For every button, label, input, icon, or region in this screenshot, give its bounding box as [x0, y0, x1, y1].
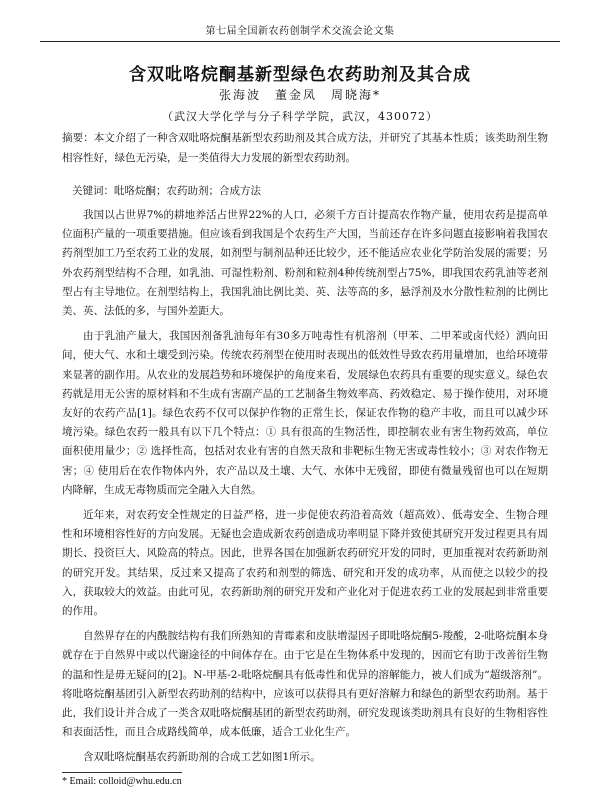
- footnote-divider: [62, 772, 182, 773]
- paragraph: 自然界存在的内酰胺结构有我们所熟知的青霉素和皮肤增湿因子即吡咯烷酮5-羧酸，2-吡咯烷酮本身就存在于自然界中或以代谢途径的中间体存在。由于它是在生物体系中发现的，因而它有助于改善衍生物的温和性是毋无疑问的[2]。N-甲基-2-吡咯烷酮具有低毒性和优异的溶解能力，被人们成为“超级溶剂”。将吡咯烷酮基团引入新型农药助剂的结构中，应该可以获得具有更好溶解力和绿色的新型农药助剂。基于此，我们设计并合成了一类含双吡咯烷酮基团的新型农药助剂，研究发现该类助剂具有良好的生物相容性和表面活性，而且合成路线简单，成本低廉，适合工业化生产。: [62, 630, 548, 739]
- paragraph: 近年来，对农药安全性规定的日益严格，进一步促使农药沿着高效（超高效）、低毒安全、生物合理性和环境相容性好的方向发展。无疑也会造成新农药创造成功率明显下降并致使其研究开发过程更具有周期长、投资巨大、风险高的特点。因此，世界各国在加强新农药研究开发的同时，更加重视对农药新助剂的研究开发。其结果，反过来又提高了农药和剂型的筛选、研究和开发的成功率，从而使之以较少的投入，获取较大的效益。由此可见，农药新助剂的研究开发和产业化对于促进农药工业的发展起到非常重要的作用。: [62, 509, 548, 618]
- keywords: 关键词：吡咯烷酮；农药助剂；合成方法: [72, 185, 261, 197]
- paragraph: 由于乳油产量大，我国因剂备乳油每年有30多万吨毒性有机溶剂（甲苯、二甲苯或卤代烃）洒向田间，使大气、水和土壤受到污染。传统农药剂型在使用时表现出的低效性导致农药用量增加，也给环境带来显著的副作用。从农业的发展趋势和环境保护的角度来看，发展绿色农药具有重要的现实意义。绿色农药就是用无公害的原材料和不生成有害副产品的工艺制备生物效率高、药效稳定、易于操作使用，对环境友好的农药产品[1]。绿色农药不仅可以保护作物的正常生长，保证农作物的稳产丰收，而且可以减少环境污染。绿色农药一般具有以下几个特点：① 具有很高的生物活性，即控制农业有害生物药效高，单位面积使用量少；② 选择性高，包括对农业有害的自然天敌和非靶标生物无害或毒性较小；③ 对农作物无害；④ 使用后在农作物体内外，农产品以及土壤、大气、水体中无残留，即使有微量残留也可以在短期内降解，生成无毒物质而完全融入大自然。: [62, 330, 548, 496]
- footnote-email: * Email: colloid@whu.edu.cn: [62, 776, 182, 787]
- paragraph: 含双吡咯烷酮基农药新助剂的合成工艺如图1所示。: [83, 751, 321, 764]
- body-text: [62, 206, 548, 774]
- abstract: 摘要：本文介绍了一种含双吡咯烷酮基新型农药助剂及其合成方法，并研究了其基本性质；该类助剂生物相容性好，绿色无污染，是一类值得大力发展的新型农药助剂。: [62, 132, 548, 164]
- author-list: 张海波 董金凤 周晓海*: [218, 88, 381, 102]
- paragraph: 我国以占世界7%的耕地养活占世界22%的人口，必须千方百计提高农作物产量，使用农药是提高单位面积产量的一项重要措施。但应该看到我国是个农药生产大国，当前还存在许多问题直接影响着我国农药剂型加工乃至农药工业的发展，如剂型与制剂品种还比较少，还不能适应农业化学防治发展的需要；另外农药剂型结构不合理，如乳油、可湿性粉剂、粉剂和粒剂4种传统剂型占75%，即我国农药乳油等老剂型占有主导地位。在剂型结构上，我国乳油比例比美、英、法等高的多，悬浮剂及水分散性粒剂的比例比美、英、法低的多，与国外差距大。: [62, 209, 548, 318]
- running-header: 第七届全国新农药创制学术交流会论文集: [40, 22, 560, 42]
- affiliation: （武汉大学化学与分子科学学院，武汉，430072）: [162, 110, 438, 123]
- paper-title: 含双吡咯烷酮基新型绿色农药助剂及其合成: [129, 65, 471, 85]
